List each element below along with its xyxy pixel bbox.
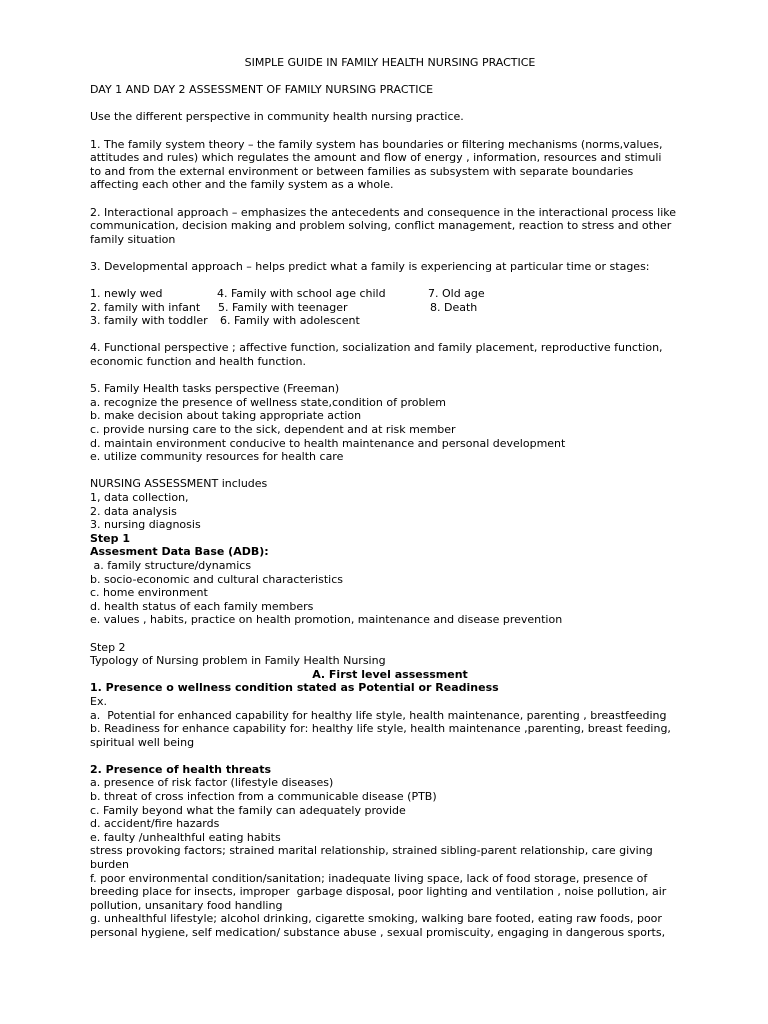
list-item: b. threat of cross infection from a communicable disease (PTB) (90, 790, 437, 804)
list-item: stress provoking factors; strained marital relationship, strained sibling-parent relationship, care giving (90, 844, 653, 858)
text-line: 4. Functional perspective ; affective function, socialization and family placement, reproductive function, (90, 341, 663, 355)
list-item: g. unhealthful lifestyle; alcohol drinking, cigarette smoking, walking bare footed, eating raw foods, poor (90, 912, 662, 926)
list-item: e. utilize community resources for health care (90, 450, 344, 464)
stage-item: 3. family with toddler (90, 314, 208, 328)
list-item: b. socio-economic and cultural characteristics (90, 572, 343, 586)
interactional-paragraph (90, 206, 690, 247)
nursing-assessment-list (90, 477, 690, 531)
text-line: economic function and health function. (90, 355, 306, 369)
list-item: d. maintain environment conducive to health maintenance and personal development (90, 436, 566, 450)
list-item: 5. Family Health tasks perspective (Freeman) (90, 382, 340, 396)
stage-item: 7. Old age (428, 287, 485, 301)
list-item: breeding place for insects, improper garbage disposal, poor lighting and ventilation , noise pollution, air (90, 885, 667, 899)
functional-paragraph (90, 341, 690, 368)
wellness-heading: 1. Presence o wellness condition stated as Potential or Readiness (90, 681, 499, 695)
list-item: pollution, unsanitary food handling (90, 898, 283, 912)
list-item: e. values , habits, practice on health promotion, maintenance and disease prevention (90, 613, 563, 627)
step1-heading: Step 1 (90, 531, 130, 545)
list-item: d. accident/fire hazards (90, 817, 220, 831)
health-threats-list (90, 776, 690, 939)
text-line: 2. Interactional approach – emphasizes the antecedents and consequence in the interactional process like (90, 205, 677, 219)
list-item: a. presence of risk factor (lifestyle diseases) (90, 776, 334, 790)
text-line: attitudes and rules) which regulates the amount and flow of energy , information, resources and stimuli (90, 151, 662, 165)
family-stages-list (90, 287, 690, 328)
document-title: SIMPLE GUIDE IN FAMILY HEALTH NURSING PRACTICE (244, 56, 536, 69)
document-page (90, 56, 690, 940)
first-level-heading: A. First level assessment (312, 667, 468, 681)
text-line: family situation (90, 232, 176, 246)
freeman-tasks-list (90, 382, 690, 464)
stage-item: 4. Family with school age child (217, 287, 386, 301)
list-item: a. Potential for enhanced capability for healthy life style, health maintenance, parenting , breastfeeding (90, 708, 667, 722)
text-line: communication, decision making and problem solving, conflict management, reaction to stress and other (90, 219, 672, 233)
developmental-paragraph: 3. Developmental approach – helps predict what a family is experiencing at particular time or stages: (90, 259, 650, 273)
stage-item: 6. Family with adolescent (220, 314, 360, 328)
list-item: 1, data collection, (90, 491, 189, 505)
list-item: a. family structure/dynamics (90, 558, 252, 572)
list-item: personal hygiene, self medication/ substance abuse , sexual promiscuity, engaging in dangerous sports, (90, 926, 666, 940)
list-item: d. health status of each family members (90, 599, 314, 613)
list-item: 3. nursing diagnosis (90, 518, 201, 532)
stage-item: 8. Death (430, 300, 478, 314)
list-item: b. Readiness for enhance capability for: healthy life style, health maintenance ,parenting, breast feeding, (90, 722, 671, 736)
list-item: c. Family beyond what the family can adequately provide (90, 803, 406, 817)
document-subtitle: DAY 1 AND DAY 2 ASSESSMENT OF FAMILY NURSING PRACTICE (90, 83, 434, 97)
list-item: e. faulty /unhealthful eating habits (90, 830, 281, 844)
text-line: to and from the external environment or between families as subsystem with separate boundaries (90, 164, 634, 178)
step2-label: Step 2 (90, 640, 126, 654)
list-item: a. recognize the presence of wellness state,condition of problem (90, 395, 446, 409)
list-item: f. poor environmental condition/sanitation; inadequate living space, lack of food storage, presence of (90, 871, 648, 885)
list-item: c. provide nursing care to the sick, dependent and at risk member (90, 423, 456, 437)
list-item: burden (90, 858, 130, 872)
stage-item: 5. Family with teenager (218, 300, 348, 314)
adb-heading: Assesment Data Base (ADB): (90, 545, 269, 559)
stage-item: 2. family with infant (90, 300, 201, 314)
list-item: c. home environment (90, 586, 208, 600)
typology-line: Typology of Nursing problem in Family Health Nursing (90, 654, 386, 668)
list-item: b. make decision about taking appropriate action (90, 409, 362, 423)
text-line: 1. The family system theory – the family system has boundaries or filtering mechanisms (norms,values, (90, 137, 663, 151)
intro-line: Use the different perspective in community health nursing practice. (90, 110, 464, 124)
list-item: NURSING ASSESSMENT includes (90, 477, 268, 491)
health-threats-heading: 2. Presence of health threats (90, 762, 272, 776)
adb-list (90, 559, 690, 627)
text-line: affecting each other and the family system as a whole. (90, 178, 394, 192)
stage-item: 1. newly wed (90, 287, 163, 301)
wellness-list (90, 695, 690, 749)
list-item: 2. data analysis (90, 504, 177, 518)
list-item: spiritual well being (90, 735, 195, 749)
list-item: Ex. (90, 694, 107, 708)
family-system-paragraph (90, 138, 690, 192)
